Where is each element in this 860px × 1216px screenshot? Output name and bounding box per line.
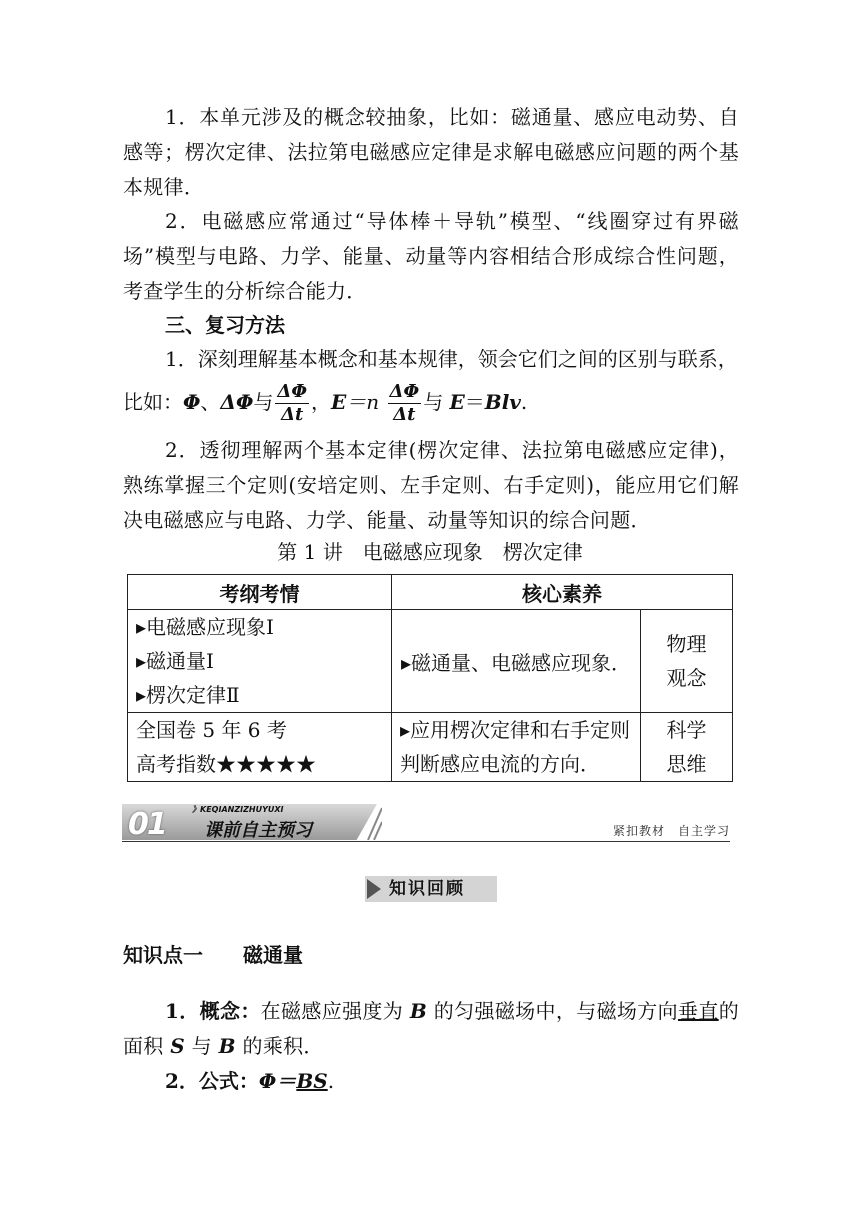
fraction-numerator: ΔΦ	[277, 381, 308, 402]
fraction-denominator: Δt	[281, 404, 304, 425]
syllabus-table	[127, 574, 733, 782]
concept-text: 的匀强磁场中，与磁场方向	[427, 999, 678, 1023]
table-header: 考纲考情	[128, 575, 392, 610]
table-row	[128, 713, 733, 782]
stripes-icon	[352, 804, 382, 840]
blv-term: Blv	[484, 390, 521, 414]
formula-label: 2．公式：	[165, 1069, 259, 1093]
fraction-1	[275, 381, 309, 426]
formula-item	[165, 1064, 781, 1099]
list-item: 判断感应电流的方向．	[400, 752, 600, 776]
var-s: S	[170, 1034, 186, 1058]
category-line: 科学	[666, 718, 707, 742]
fraction-2	[388, 381, 422, 426]
table-cell	[128, 713, 392, 782]
list-item: ▸磁通量Ⅰ	[136, 649, 214, 673]
review-tag	[365, 876, 497, 902]
method-paragraph-2: 2．透彻理解两个基本定律(楞次定律、法拉第电磁感应定律)，熟练掌握三个定则(安培定则、左手定则、右手定则)，能应用它们解决电磁感应与电路、力学、能量、动量等知识的综合问题．	[123, 438, 739, 532]
fraction-denominator: Δt	[393, 404, 416, 425]
formula-end: .	[520, 390, 528, 414]
category-line: 观念	[666, 666, 707, 690]
section-banner	[122, 804, 730, 842]
phi-symbol: Φ	[183, 390, 201, 414]
paragraph-1: 1．本单元涉及的概念较抽象，比如：磁通量、感应电动势、自感等；楞次定律、法拉第电磁感应定律是求解电磁感应问题的两个基本规律．	[123, 105, 739, 199]
formula-with: 与	[423, 390, 450, 414]
fraction-numerator: ΔΦ	[389, 381, 420, 402]
table-cell	[641, 713, 733, 782]
var-b: B	[409, 999, 428, 1023]
table-cell: ▸磁通量、电磁感应现象．	[392, 610, 641, 713]
concept-text: 在磁感应强度为	[260, 999, 410, 1023]
concept-text: 的乘积．	[235, 1034, 324, 1058]
arrow-right-icon	[367, 879, 381, 899]
formula-lhs: Φ＝	[258, 1069, 297, 1093]
table-header: 核心素养	[392, 575, 733, 610]
lecture-title: 第 1 讲 电磁感应现象 楞次定律	[277, 540, 583, 564]
list-item: ▸电磁感应现象Ⅰ	[136, 615, 274, 639]
banner-tagline: 紧扣教材 自主学习	[612, 824, 730, 838]
var-b: B	[218, 1034, 236, 1058]
formula-eq-n: ＝n	[346, 390, 386, 414]
formula-rhs: BS	[296, 1069, 328, 1093]
list-item: 高考指数★★★★★	[136, 752, 316, 776]
banner-number: 01	[128, 807, 166, 842]
formula-prefix: 比如：	[123, 390, 183, 414]
formula-comma: ，	[311, 390, 332, 414]
concept-label: 1．概念：	[165, 999, 261, 1023]
category-line: 物理	[666, 632, 707, 656]
formula-sep: 、	[200, 390, 221, 414]
category-line: 思维	[666, 752, 707, 776]
method-paragraph-1: 1．深刻理解基本概念和基本规律，领会它们之间的区别与联系，	[165, 347, 738, 371]
table-cell	[392, 713, 641, 782]
concept-paragraph	[123, 994, 739, 1064]
table-cell	[128, 610, 392, 713]
concept-text: 的面积	[123, 999, 739, 1058]
formula-line	[123, 381, 739, 426]
table-row	[128, 610, 733, 713]
table-header-row	[128, 575, 733, 610]
list-item: ▸应用楞次定律和右手定则	[400, 718, 631, 742]
knowledge-point-heading: 知识点一 磁通量	[123, 943, 303, 967]
delta-phi-symbol: ΔΦ	[220, 390, 254, 414]
formula-eq: ＝	[464, 390, 485, 414]
paragraph-2: 2．电磁感应常通过“导体棒＋导轨”模型、“线圈穿过有界磁场”模型与电路、力学、能量、动量等内容相结合形成综合性问题，考查学生的分析综合能力．	[123, 209, 739, 303]
banner-pinyin: 》KEQIANZIZHUYUXI	[192, 805, 284, 814]
key-term: 垂直	[677, 999, 719, 1023]
section-heading: 三、复习方法	[165, 313, 285, 337]
formula-with: 与	[253, 390, 274, 414]
formula-end: .	[327, 1069, 335, 1093]
table-cell	[641, 610, 733, 713]
emf-symbol: E	[449, 390, 465, 414]
emf-symbol: E	[331, 390, 347, 414]
banner-title: 课前自主预习	[204, 820, 312, 841]
concept-text: 与	[185, 1034, 219, 1058]
list-item: 全国卷 5 年 6 考	[136, 718, 287, 742]
review-label: 知识回顾	[389, 879, 465, 899]
list-item: ▸楞次定律Ⅱ	[136, 683, 240, 707]
